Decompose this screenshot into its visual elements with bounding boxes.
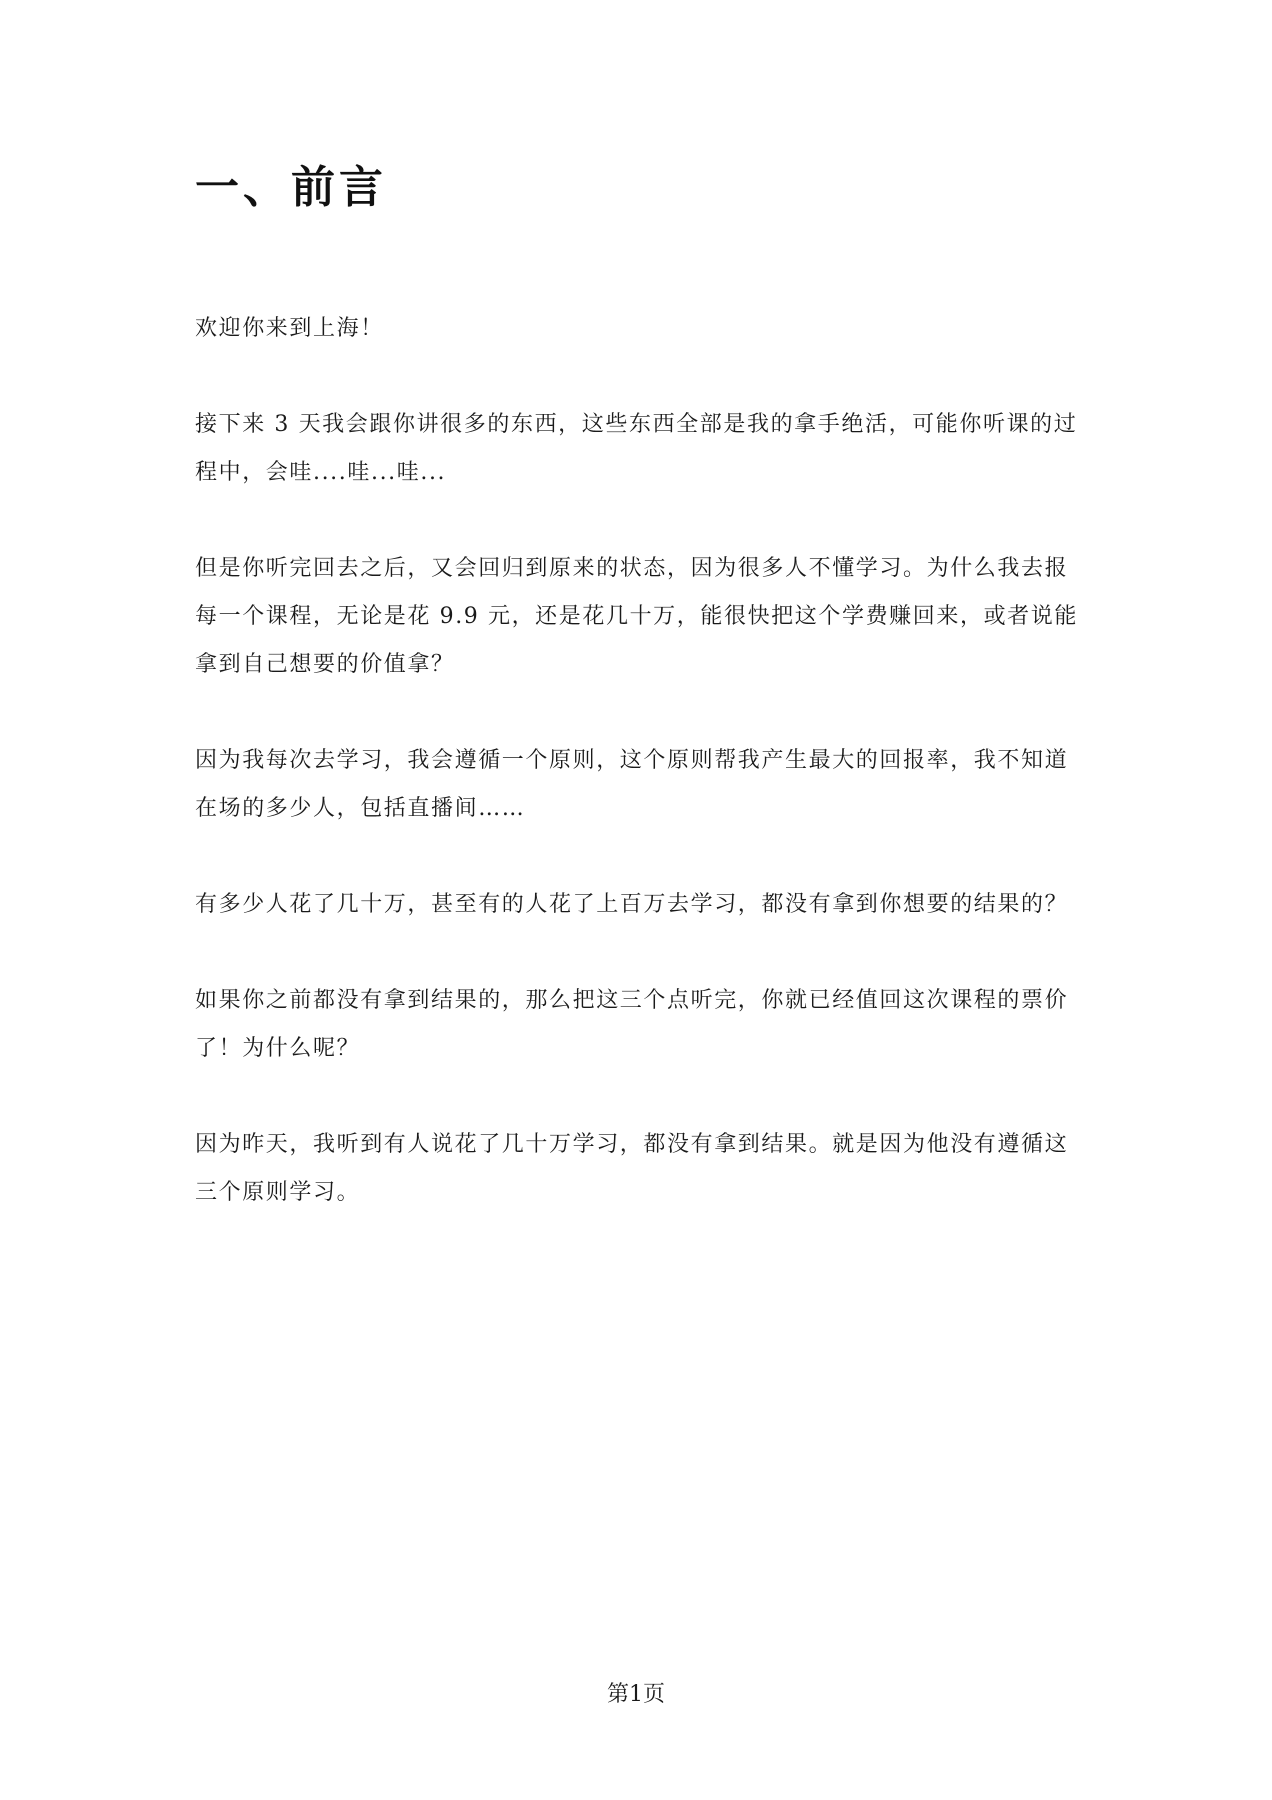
section-heading: 一、前言 [195,162,387,213]
paragraph-yesterday: 因为昨天，我听到有人说花了几十万学习，都没有拿到结果。就是因为他没有遵循这三个原则学习。 [195,1132,1069,1205]
paragraph-three-points: 如果你之前都没有拿到结果的，那么把这三个点听完，你就已经值回这次课程的票价了！为什么呢？ [195,988,1069,1061]
page-number: 第1页 [607,1682,665,1707]
paragraph-principle: 因为我每次去学习，我会遵循一个原则，这个原则帮我产生最大的回报率，我不知道在场的多少人，包括直播间…… [195,748,1069,821]
paragraph-welcome: 欢迎你来到上海！ [195,316,384,341]
paragraph-next-three-days: 接下来 3 天我会跟你讲很多的东西，这些东西全部是我的拿手绝活，可能你听课的过程中，会哇....哇...哇... [195,412,1078,485]
paragraph-spent-money: 有多少人花了几十万，甚至有的人花了上百万去学习，都没有拿到你想要的结果的？ [195,892,1069,917]
paragraph-why-learning: 但是你听完回去之后，又会回归到原来的状态，因为很多人不懂学习。为什么我去报每一个课程，无论是花 9.9 元，还是花几十万，能很快把这个学费赚回来，或者说能拿到自己想要的价值拿？ [195,556,1078,677]
document-body [195,305,1083,1265]
